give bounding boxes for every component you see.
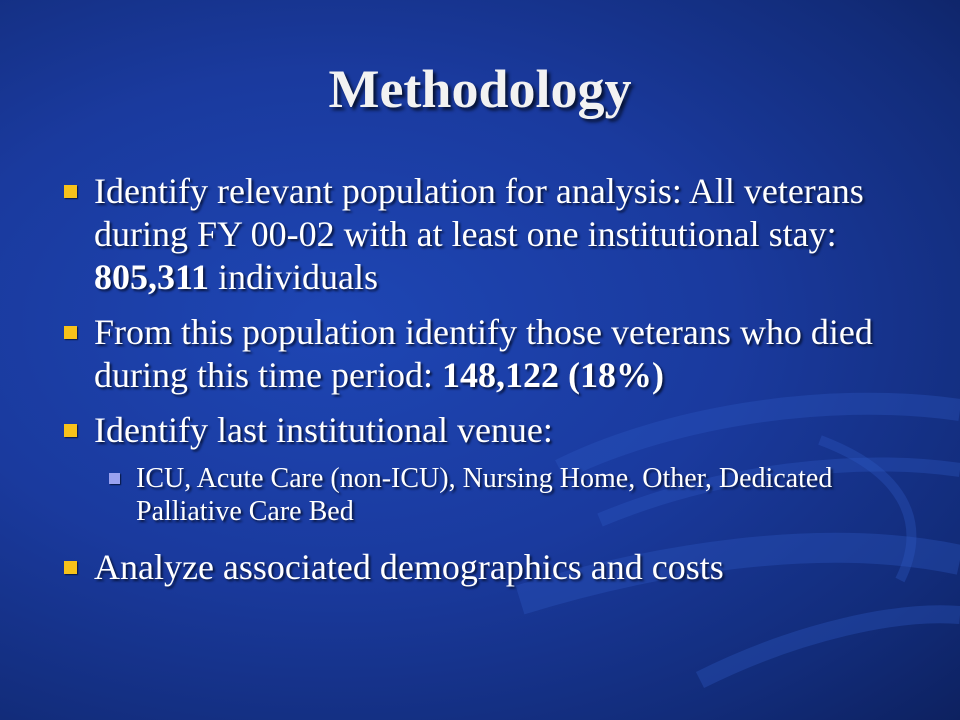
bullet-text: Analyze associated demographics and costs bbox=[94, 547, 724, 587]
bullet-bold-value: 148,122 (18%) bbox=[441, 355, 664, 395]
bullet-list bbox=[60, 170, 910, 601]
square-bullet-icon bbox=[64, 185, 77, 198]
bullet-item-population bbox=[60, 170, 910, 299]
bullet-text: From this population identify those veterans who died during this time period: bbox=[94, 312, 873, 395]
square-bullet-icon bbox=[64, 326, 77, 339]
square-sub-bullet-icon bbox=[109, 473, 120, 484]
sub-bullet-item-venues bbox=[107, 462, 910, 528]
square-bullet-icon bbox=[64, 561, 77, 574]
bullet-item-analyze bbox=[60, 546, 910, 589]
bullet-bold-value: 805,311 bbox=[94, 257, 210, 297]
slide-title: Methodology bbox=[328, 59, 632, 119]
bullet-text: Identify last institutional venue: bbox=[94, 410, 553, 450]
bullet-text: Identify relevant population for analysis: All veterans during FY 00-02 with at least one institutional stay: bbox=[94, 171, 864, 254]
sub-bullet-text: ICU, Acute Care (non-ICU), Nursing Home, Other, Dedicated Palliative Care Bed bbox=[136, 463, 833, 527]
bullet-item-died bbox=[60, 311, 910, 397]
bullet-item-venue bbox=[60, 409, 910, 452]
bullet-text: individuals bbox=[209, 257, 379, 297]
square-bullet-icon bbox=[64, 424, 77, 437]
